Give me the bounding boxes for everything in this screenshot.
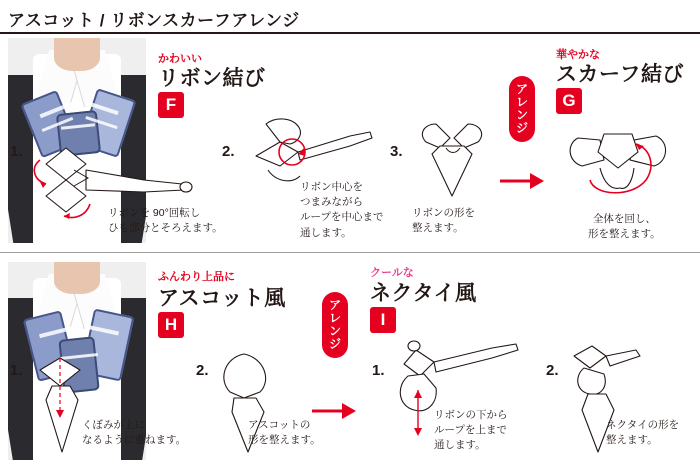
page-title: アスコット / リボンスカーフアレンジ [8,11,300,30]
step-number-top-1: 1. [10,143,23,160]
arrange-pill-bottom [322,292,348,358]
step-number-bottom-3: 1. [372,362,385,379]
arrange-char-4: ジ [515,120,528,135]
kicker-scarf-musubi: 華やかな [556,49,600,61]
red-arrow-bottom [312,398,358,429]
step-number-top-2: 2. [222,143,235,160]
badge-h: H [158,312,184,338]
kicker-ascot: ふんわり上品に [158,271,235,283]
step-text-top-1: リボンを 90°回転し ひも部分とそろえます。 [108,207,223,235]
arrange-pill-top [509,76,535,142]
step-number-bottom-4: 2. [546,362,559,379]
step-number-bottom-2: 2. [196,362,209,379]
badge-g: G [556,88,582,114]
title-divider [0,32,700,34]
style-name-ascot: アスコット風 [158,287,286,310]
arrange-char-b3: ン [328,323,341,338]
step-text-top-result: 全体を回し、 形を整えます。 [588,213,661,241]
step-number-bottom-1: 1. [10,362,23,379]
step-text-bottom-1: くぼみが上に なるように重ねます。 [82,419,187,447]
step-number-top-3: 3. [390,143,403,160]
step-text-bottom-3: リボンの下から ループを上まで 通します。 [434,409,508,452]
step-text-bottom-2: アスコットの 形を整えます。 [248,419,321,447]
kicker-ribbon-musubi: かわいい [158,53,202,65]
style-name-ribbon-musubi: リボン結び [158,67,266,90]
red-arrow-top [500,168,546,199]
step-text-top-2: リボン中心を つまみながら ループを中心まで 通します。 [300,181,384,239]
arrange-char-b2: レ [328,310,341,325]
badge-i: I [370,307,396,333]
style-name-necktie: ネクタイ風 [370,282,477,305]
arrange-char-b4: ジ [328,336,341,351]
row-divider [0,252,700,253]
arrange-char-1: ア [515,82,528,96]
step-text-top-3: リボンの形を 整えます。 [412,207,475,235]
arrange-char-3: ン [515,107,528,122]
step-text-bottom-4: ネクタイの形を 整えます。 [606,419,680,447]
kicker-necktie: クールな [370,267,414,279]
arrange-char-2: レ [515,94,528,109]
badge-f: F [158,92,184,118]
diagram-top-step3 [406,118,506,204]
style-name-scarf-musubi: スカーフ結び [556,63,684,86]
diagram-top-result [560,118,680,208]
arrange-char-b1: ア [328,298,341,312]
